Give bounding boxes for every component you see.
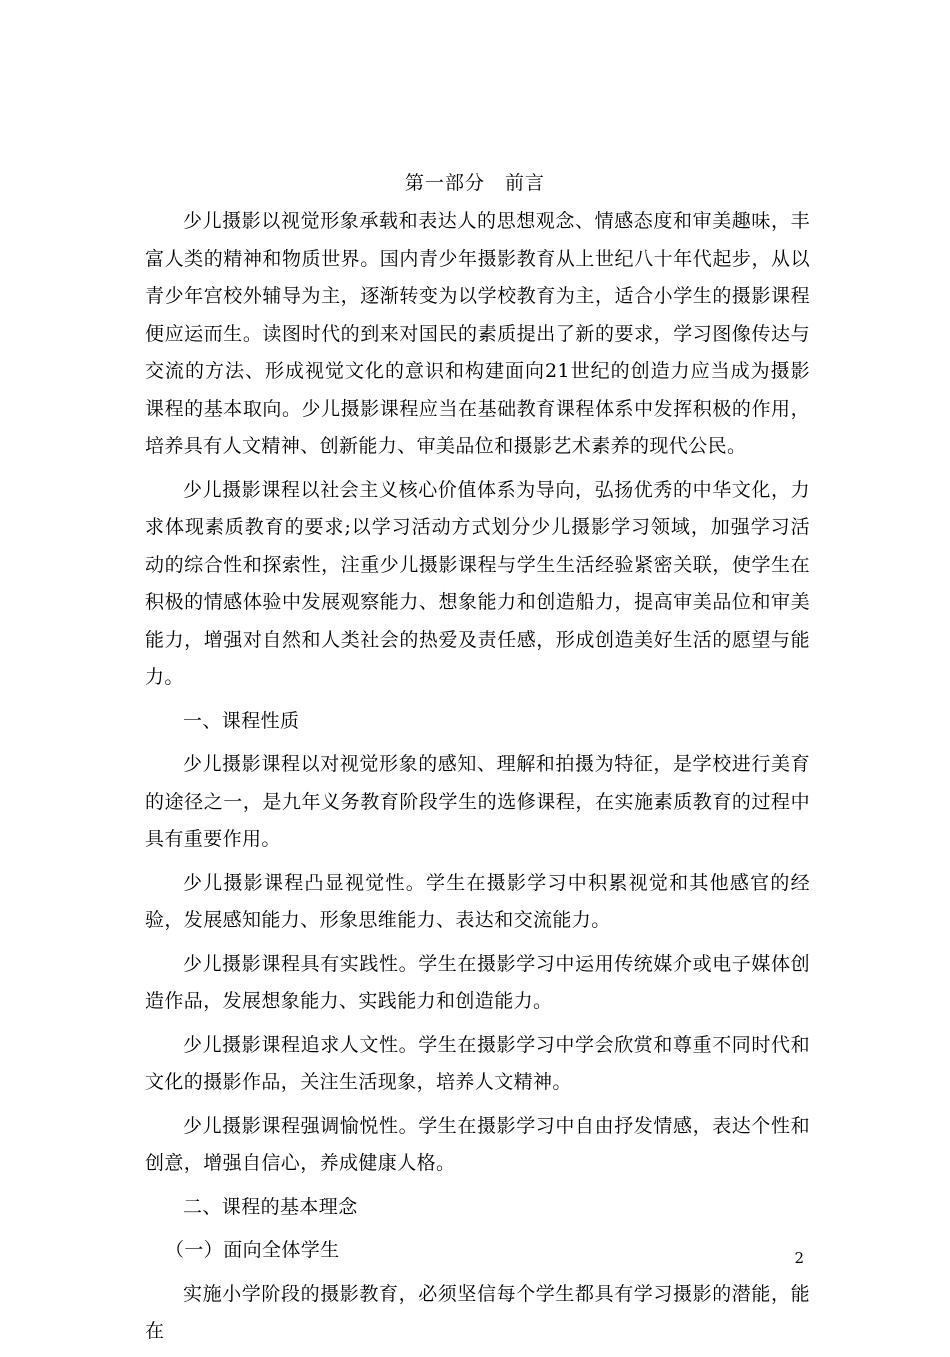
course-nature-paragraph-1: 少儿摄影课程以对视觉形象的感知、理解和拍摄为特征，是学校进行美育的途径之一，是九年义务教育阶段学生的选修课程，在实施素质教育的过程中具有重要作用。 <box>145 753 810 850</box>
page-title: 第一部分 前言 <box>404 172 545 194</box>
course-nature-paragraph-2: 少儿摄影课程凸显视觉性。学生在摄影学习中积累视觉和其他感官的经验，发展感知能力、形象思维能力、表达和交流能力。 <box>145 871 810 931</box>
basic-ideas-paragraph-1: 实施小学阶段的摄影教育，必须坚信每个学生都具有学习摄影的潜能，能在 <box>145 1282 810 1342</box>
page-number: 2 <box>794 1249 804 1267</box>
section-heading-course-nature: 一、课程性质 <box>183 709 300 732</box>
intro-paragraph-1: 少儿摄影以视觉形象承载和表达人的思想观念、情感态度和审美趣味，丰富人类的精神和物质世界。国内青少年摄影教育从上世纪八十年代起步，从以青少年宫校外辅导为主，逐渐转变为以学校教育为主，适合小学生的摄影课程便应运而生。读图时代的到来对国民的素质提出了新的要求，学习图像传达与交流的方法、形成视觉文化的意识和构建面向21世纪的创造力应当成为摄影课程的基本取向。少儿摄影课程应当在基础教育课程体系中发挥积极的作用，培养具有人文精神、创新能力、审美品位和摄影艺术素养的现代公民。 <box>145 210 810 457</box>
section-heading-basic-ideas: 二、课程的基本理念 <box>183 1195 358 1218</box>
subheading-all-students: （一）面向全体学生 <box>165 1239 340 1261</box>
course-nature-paragraph-4: 少儿摄影课程追求人文性。学生在摄影学习中学会欣赏和尊重不同时代和文化的摄影作品，关注生活现象，培养人文精神。 <box>145 1033 810 1093</box>
document-body <box>145 203 810 1357</box>
intro-paragraph-2: 少儿摄影课程以社会主义核心价值体系为导向，弘扬优秀的中华文化，力求体现素质教育的要求;以学习活动方式划分少儿摄影学习领域，加强学习活动的综合性和探索性，注重少儿摄影课程与学生生活经验紧密关联，使学生在积极的情感体验中发展观察能力、想象能力和创造船力，提高审美品位和审美能力，增强对自然和人类社会的热爱及责任感，形成创造美好生活的愿望与能力。 <box>145 478 810 688</box>
course-nature-paragraph-5: 少儿摄影课程强调愉悦性。学生在摄影学习中自由抒发情感，表达个性和创意，增强自信心，养成健康人格。 <box>145 1114 810 1174</box>
course-nature-paragraph-3: 少儿摄影课程具有实践性。学生在摄影学习中运用传统媒介或电子媒体创造作品，发展想象能力、实践能力和创造能力。 <box>145 952 810 1012</box>
